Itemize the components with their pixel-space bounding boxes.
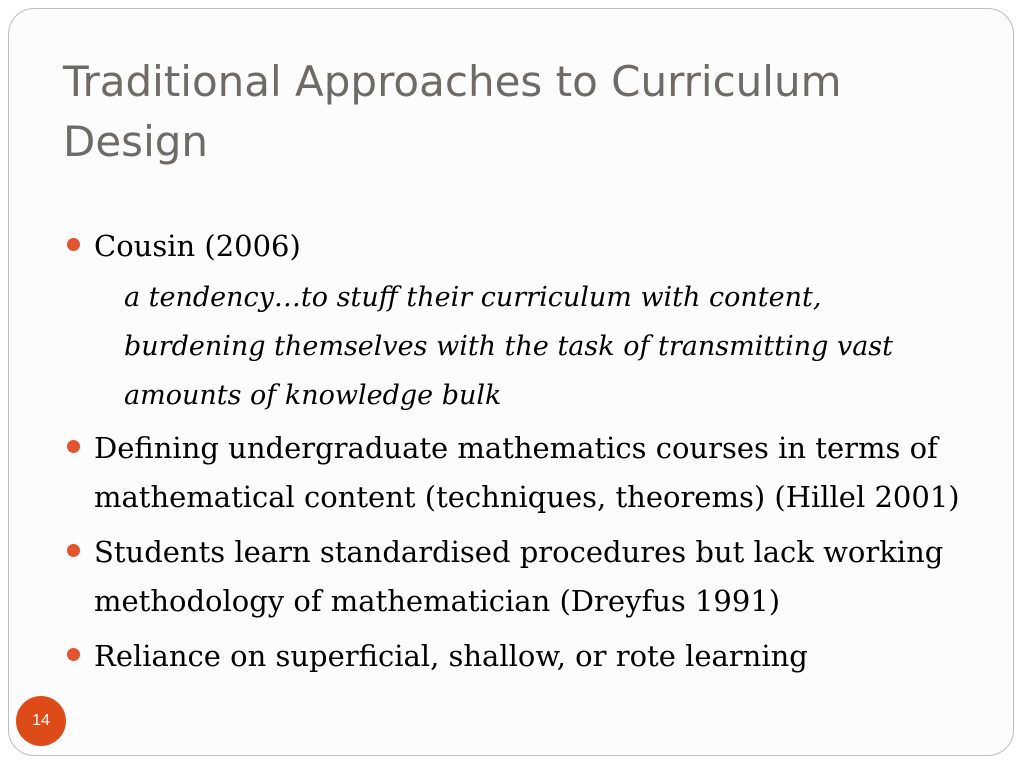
bullet-dot-icon <box>67 544 80 557</box>
bullet-text: Reliance on superficial, shallow, or rote learning <box>94 639 808 673</box>
bullet-item-hillel <box>62 424 962 522</box>
bullet-dot-icon <box>67 648 80 661</box>
bullet-dot-icon <box>67 440 80 453</box>
block-quote: a tendency…to stuff their curriculum with content, burdening themselves with the task of transmitting vast amounts of knowledge bulk <box>124 282 894 411</box>
bullet-item-cousin <box>62 222 962 271</box>
bullet-item-rote-learning <box>62 632 962 681</box>
bullet-list <box>62 222 962 681</box>
bullet-item-dreyfus <box>62 528 962 626</box>
bullet-text: Cousin (2006) <box>94 229 301 263</box>
slide-title: Traditional Approaches to Curriculum Design <box>63 57 842 166</box>
bullet-dot-icon <box>67 238 80 251</box>
bullet-text: Students learn standardised procedures but lack working methodology of mathematician (Dreyfus 1991) <box>94 535 944 618</box>
bullet-text: Defining undergraduate mathematics courses in terms of mathematical content (techniques, theorems) (Hillel 2001) <box>94 431 960 514</box>
slide-number-badge: 14 <box>16 696 66 746</box>
